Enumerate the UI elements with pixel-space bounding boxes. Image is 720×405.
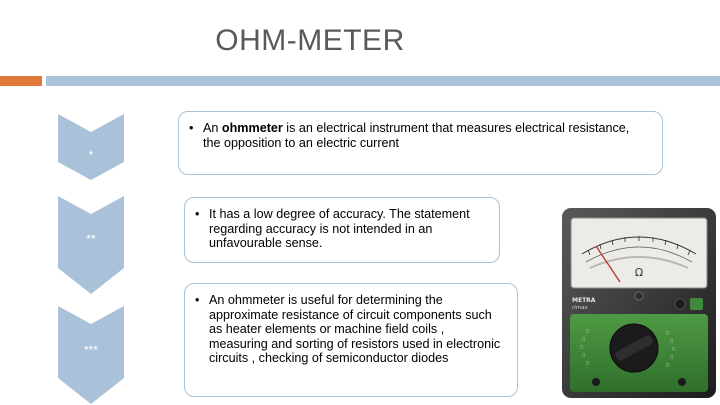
bullet-text-2: It has a low degree of accuracy. The statement regarding accuracy is not intended in an unfavourable sense.: [209, 207, 470, 251]
svg-text:□: □: [586, 329, 590, 333]
ohmmeter-image: [560, 206, 718, 400]
chevron-step-2: [58, 196, 124, 294]
meter-brand: METRA: [572, 297, 596, 304]
bullet-dot: •: [195, 293, 200, 307]
svg-text:□: □: [586, 361, 590, 365]
svg-text:□: □: [670, 339, 674, 343]
chevron-marker-1: *: [88, 148, 94, 162]
bullet-dot: •: [189, 121, 194, 135]
svg-text:□: □: [582, 353, 586, 357]
chevron-marker-3: ***: [83, 343, 98, 357]
bullet-text-3: An ohmmeter is useful for determining the approximate resistance of circuit components such as heater elements or machine field coils , measuring and sorting of resistors used in electronic circuits , checking of semiconductor diodes: [209, 293, 501, 366]
meter-model: rimax: [572, 305, 588, 311]
svg-text:□: □: [582, 337, 586, 341]
svg-text:□: □: [672, 347, 676, 351]
svg-text:□: □: [670, 355, 674, 359]
dial-unit-symbol: Ω: [634, 266, 644, 279]
chevron-step-1: [58, 114, 124, 180]
svg-text:□: □: [666, 331, 670, 335]
bullet-dot: •: [195, 207, 200, 221]
bullet-box-3: [184, 283, 518, 397]
svg-text:□: □: [666, 363, 670, 367]
bullet-box-2: [184, 197, 500, 263]
accent-bar-orange: [0, 76, 42, 86]
bold-term: ohmmeter: [221, 121, 283, 135]
chevron-marker-2: **: [86, 232, 96, 246]
svg-text:□: □: [580, 345, 584, 349]
slide-title: OHM-METER: [215, 24, 405, 57]
bullet-box-1: [178, 111, 663, 175]
bullet-text-1: An ohmmeter is an electrical instrument that measures electrical resistance, the opposition to an electric current: [203, 121, 630, 150]
chevron-step-3: [58, 306, 124, 404]
accent-bar-blue: [46, 76, 720, 86]
